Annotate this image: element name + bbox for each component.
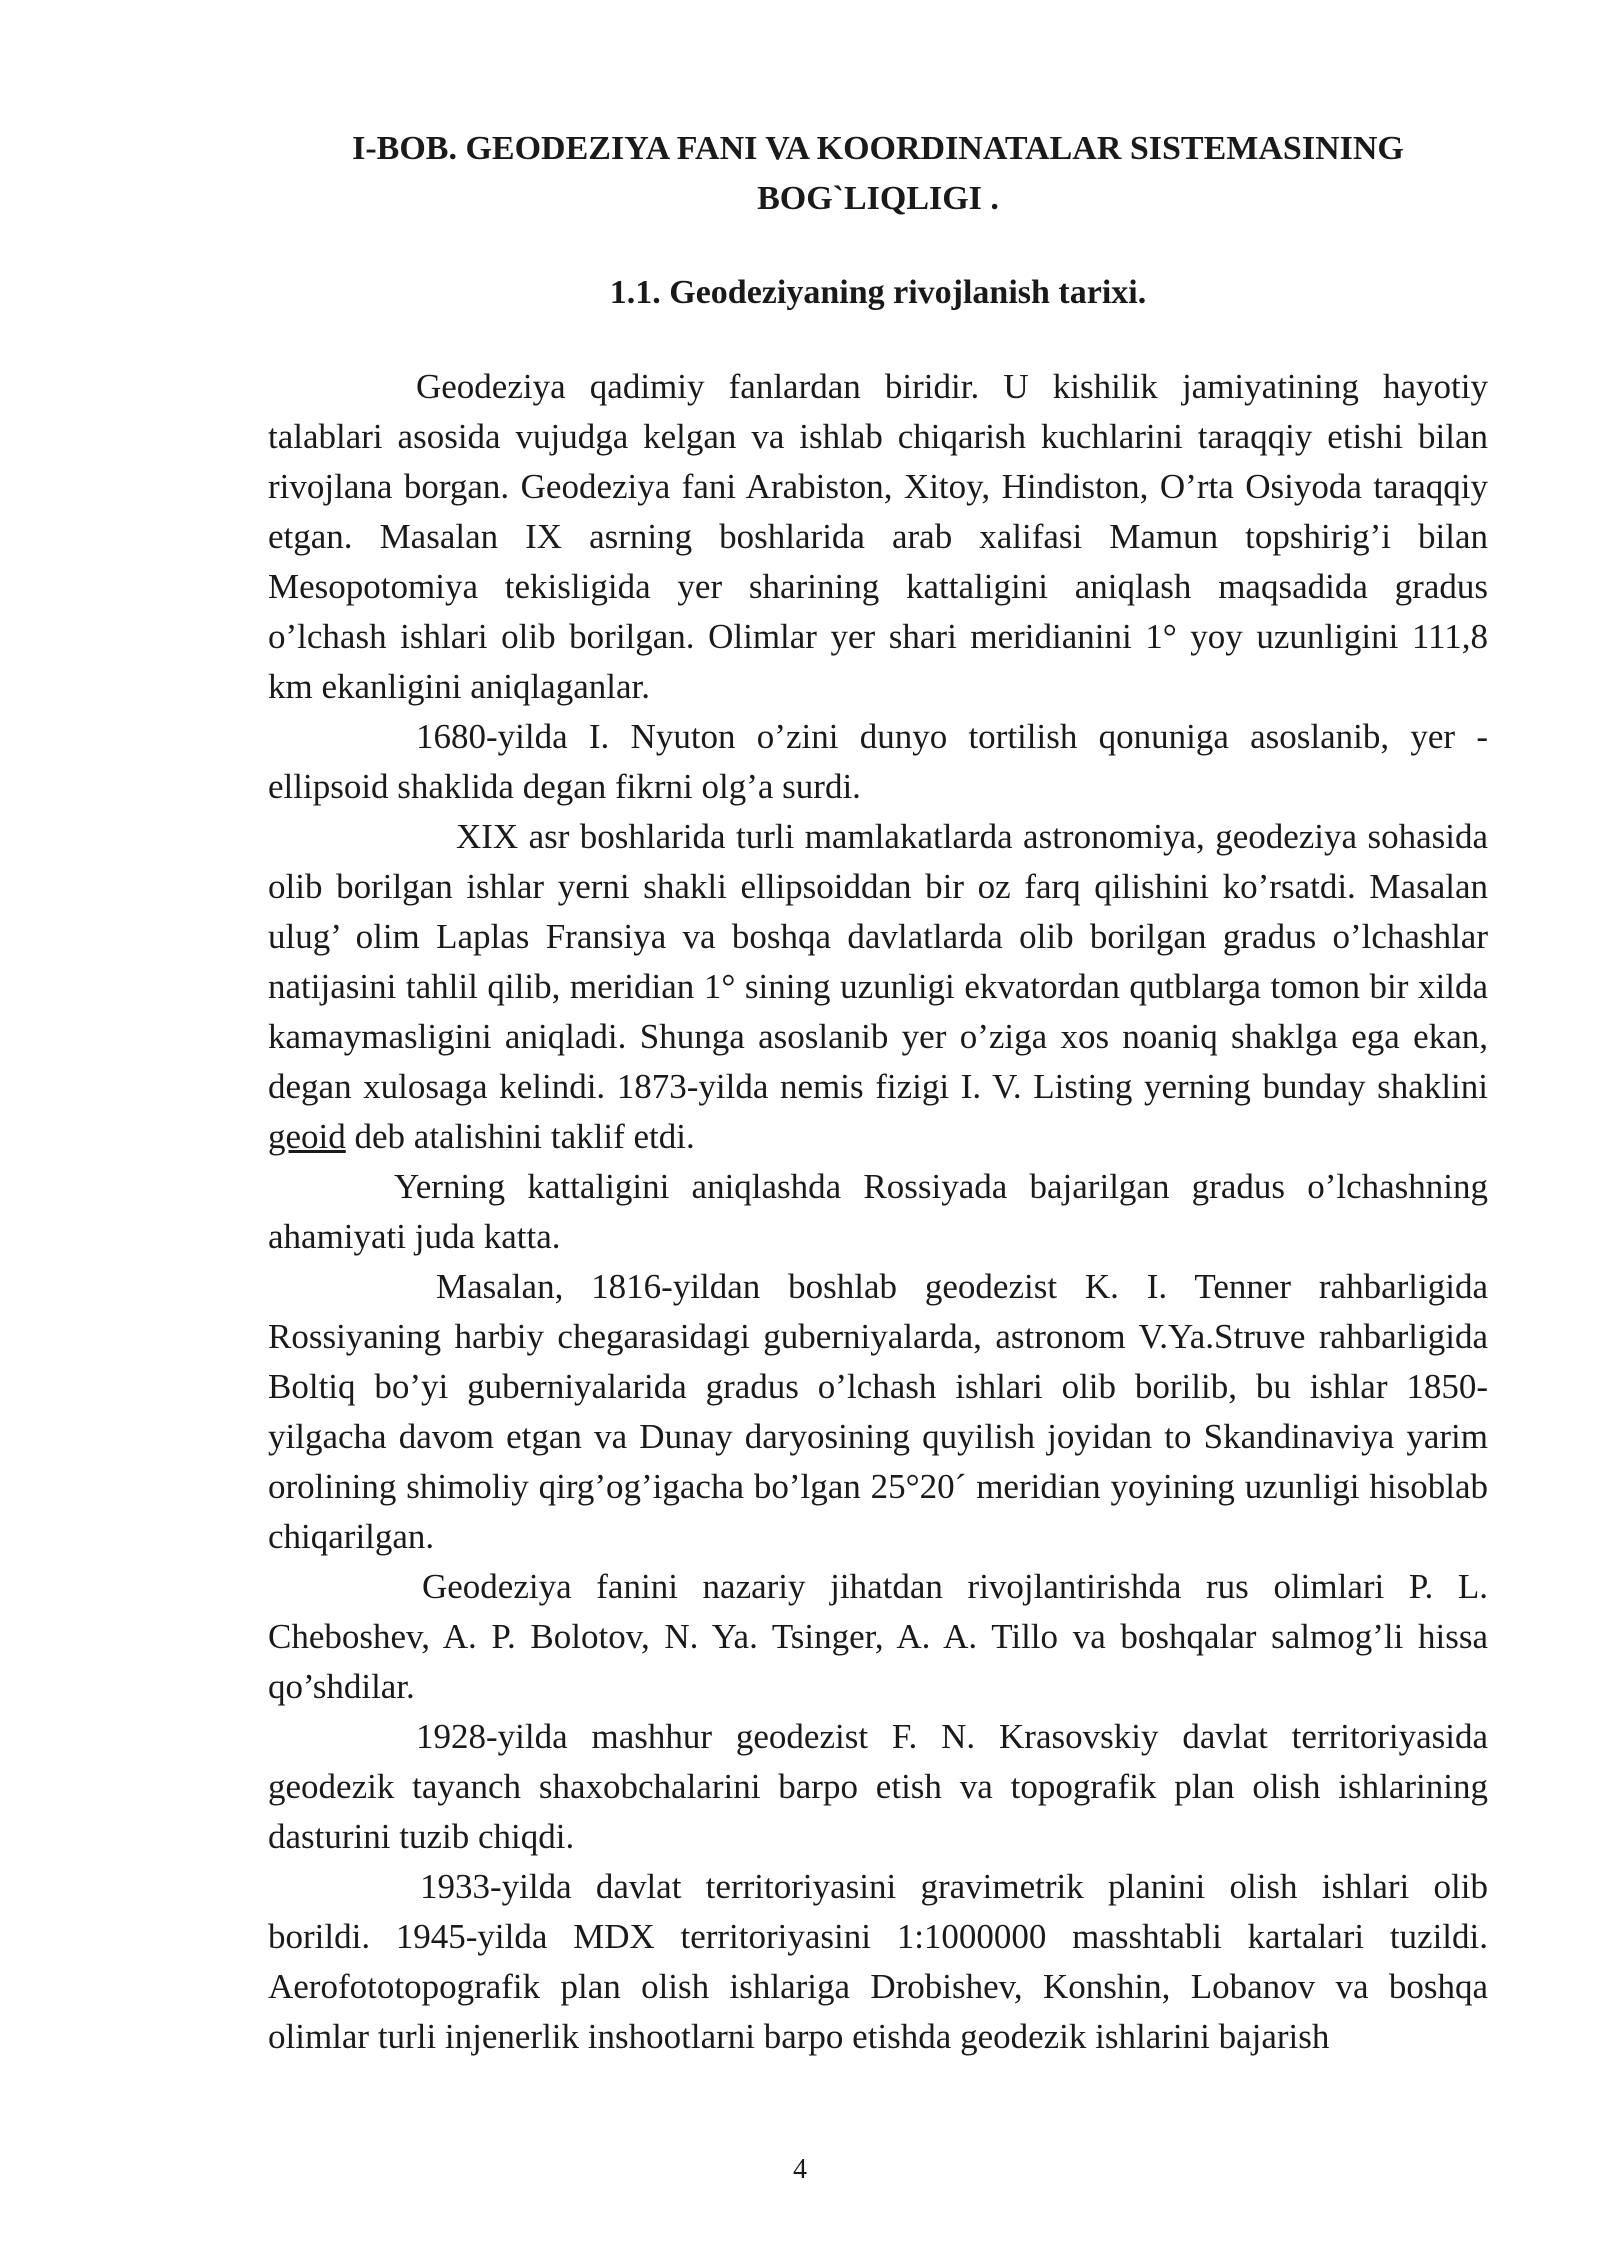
paragraph-3: XIX asr boshlarida turli mamlakatlarda astronomiya, geodeziya sohasida olib borilgan ishlar yerni shakli ellipsoiddan bir oz farq qilishini ko’rsatdi. Masalan ulug’ olim Laplas Fransiya va boshqa davlatlarda olib borilgan gradus o’lchashlar natijasini tahlil qilib, meridian 1° sining uzunligi ekvatordan qutblarga tomon bir xilda kamaymasligini aniqladi. Shunga asoslanib yer o’ziga xos noaniq shaklga ega ekan, degan xulosaga kelindi. 1873-yilda nemis fizigi I. V. Listing yerning bunday shaklini geoid deb atalishini taklif etdi. — [268, 817, 1488, 1156]
paragraph-8: 1933-yilda davlat territoriyasini gravimetrik planini olish ishlari olib borildi. 1945-yilda MDX territoriyasini 1:1000000 masshtabli kartalari tuzildi. Aerofototopografik plan olish ishlariga Drobishev, Konshin, Lobanov va boshqa olimlar turli injenerlik inshootlarni barpo etishda geodezik ishlarini bajarish — [268, 1867, 1488, 2056]
paragraph-1: Geodeziya qadimiy fanlardan biridir. U kishilik jamiyatining hayotiy talablari asosida vujudga kelgan va ishlab chiqarish kuchlarini taraqqiy etishi bilan rivojlana borgan. Geodeziya fani Arabiston, Xitoy, Hindiston, O’rta Osiyoda taraqqiy etgan. Masalan IX asrning boshlarida arab xalifasi Mamun topshirig’i bilan Mesopotomiya tekisligida yer sharining kattaligini aniqlash maqsadida gradus o’lchash ishlari olib borilgan. Olimlar yer shari meridianini 1° yoy uzunligini 111,8 km ekanligini aniqlaganlar. — [268, 367, 1488, 706]
paragraph-5: Masalan, 1816-yildan boshlab geodezist K. I. Tenner rahbarligida Rossiyaning harbiy chegarasidagi guberniyalarda, astronom V.Ya.Struve rahbarligida Boltiq bo’yi guberniyalarida gradus o’lchash ishlari olib borilib, bu ishlar 1850- yilgacha davom etgan va Dunay daryosining quyilish joyidan to Skandinaviya yarim orolining shimoliy qirg’og’igacha bo’lgan 25°20´ meridian yoyining uzunligi hisoblab chiqarilgan. — [268, 1267, 1488, 1556]
body-text — [268, 362, 1488, 2062]
paragraph-4: Yerning kattaligini aniqlashda Rossiyada bajarilgan gradus o’lchashning ahamiyati juda katta. — [268, 1167, 1488, 1256]
section-title: 1.1. Geodeziyaning rivojlanish tarixi. — [609, 274, 1147, 311]
paragraph-6: Geodeziya fanini nazariy jihatdan rivojlantirishda rus olimlari P. L. Cheboshev, A. P. Bolotov, N. Ya. Tsinger, A. A. Tillo va boshqalar salmog’li hissa qo’shdilar. — [268, 1567, 1488, 1706]
paragraph-7: 1928-yilda mashhur geodezist F. N. Krasovskiy davlat territoriyasida geodezik tayanch shaxobchalarini barpo etish va topografik plan olish ishlarining dasturini tuzib chiqdi. — [268, 1717, 1488, 1856]
chapter-title: I-BOB. GEODEZIYA FANI VA KOORDINATALAR SISTEMASINING BOG`LIQLIGI . — [352, 130, 1404, 217]
underlined-term-geoid: geoid — [268, 1117, 346, 1156]
page-number: 4 — [793, 2154, 807, 2185]
paragraph-2: 1680-yilda I. Nyuton o’zini dunyo tortilish qonuniga asoslanib, yer - ellipsoid shaklida degan fikrni olg’a surdi. — [268, 717, 1488, 806]
